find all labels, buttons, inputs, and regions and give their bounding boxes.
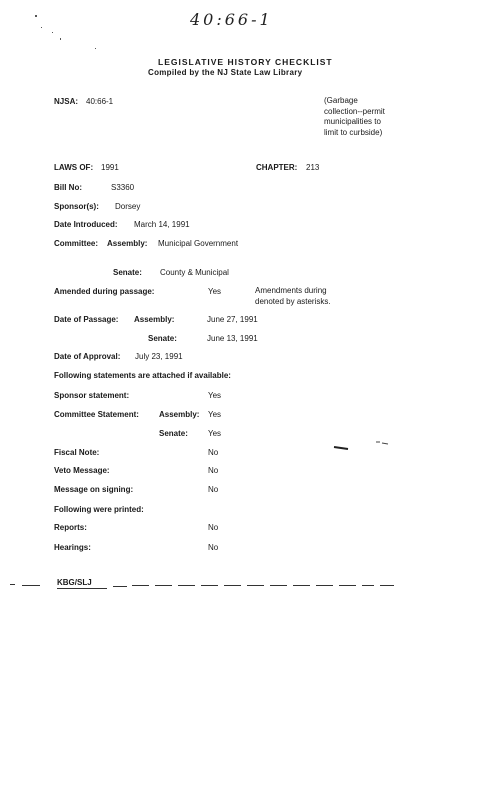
sponsor-statement-value: Yes [208,391,222,400]
amended-label: Amended during passage: [54,287,155,296]
signature-line [201,585,218,586]
laws-label: LAWS OF: [54,163,94,172]
amended-note-line: denoted by asterisks. [255,296,331,306]
signature-line [113,586,127,587]
signature-line [339,585,356,586]
committee-senate-value: County & Municipal [160,268,229,277]
signature-line [380,585,394,586]
passage-assembly-label: Assembly: [134,315,175,324]
chapter-value: 213 [306,163,320,172]
hearings-value: No [208,543,219,552]
document-title: LEGISLATIVE HISTORY CHECKLIST [158,57,333,67]
sponsor-label: Sponsor(s): [54,202,99,211]
amended-note [255,286,365,307]
scan-speck [41,27,42,28]
signature-line [178,585,195,586]
committee-assembly-value: Municipal Government [158,239,239,248]
handwritten-number: 40:66-1 [190,10,273,29]
printed-heading: Following were printed: [54,505,144,514]
signature-line [10,584,15,585]
scan-speck [95,48,96,49]
scan-speck [35,15,37,17]
committee-statement-label: Committee Statement: [54,410,139,419]
scan-speck [52,32,53,33]
message-signing-value: No [208,485,219,494]
signature-line [362,585,374,586]
signature-line [22,585,40,586]
signature-line [132,585,149,586]
committee-statement-assembly-label: Assembly: [159,410,200,419]
statements-heading: Following statements are attached if available: [54,371,231,380]
date-introduced-label: Date Introduced: [54,220,118,229]
committee-statement-senate-label: Senate: [159,429,188,438]
reports-value: No [208,523,219,532]
laws-value: 1991 [101,163,119,172]
signature-line [155,585,172,586]
message-signing-label: Message on signing: [54,485,134,494]
bill-value: S3360 [111,183,135,192]
njsa-value: 40:66-1 [86,97,114,106]
document-subtitle: Compiled by the NJ State Law Library [148,68,303,77]
chapter-label: CHAPTER: [256,163,298,172]
fiscal-note-label: Fiscal Note: [54,448,100,457]
passage-senate-label: Senate: [148,334,177,343]
njsa-note-line: municipalities to [324,117,381,126]
initials: KBG/SLJ [57,578,92,587]
committee-label: Committee: [54,239,99,248]
passage-senate-value: June 13, 1991 [207,334,258,343]
veto-message-label: Veto Message: [54,466,110,475]
approval-value: July 23, 1991 [135,352,183,361]
reports-label: Reports: [54,523,87,532]
scan-speck [60,38,61,40]
pen-mark [332,438,392,454]
veto-message-value: No [208,466,219,475]
signature-line [247,585,264,586]
passage-assembly-value: June 27, 1991 [207,315,258,324]
committee-senate-label: Senate: [113,268,142,277]
signature-line [316,585,333,586]
njsa-label: NJSA: [54,97,79,106]
committee-statement-assembly-value: Yes [208,410,222,419]
signature-line [270,585,287,586]
committee-statement-senate-value: Yes [208,429,222,438]
amended-value: Yes [208,287,222,296]
njsa-note-line: collection--permit [324,106,385,116]
approval-label: Date of Approval: [54,352,121,361]
date-introduced-value: March 14, 1991 [134,220,190,229]
njsa-note-line: limit to curbside) [324,127,383,137]
bill-label: Bill No: [54,183,82,192]
signature-line [224,585,241,586]
njsa-note [324,96,434,138]
committee-assembly-label: Assembly: [107,239,148,248]
sponsor-statement-label: Sponsor statement: [54,391,130,400]
amended-note-line: Amendments during [255,286,327,295]
njsa-note-line: (Garbage [324,96,358,105]
sponsor-value: Dorsey [115,202,141,211]
passage-label: Date of Passage: [54,315,119,324]
hearings-label: Hearings: [54,543,91,552]
signature-line [293,585,310,586]
signature-line [57,588,107,589]
fiscal-note-value: No [208,448,219,457]
